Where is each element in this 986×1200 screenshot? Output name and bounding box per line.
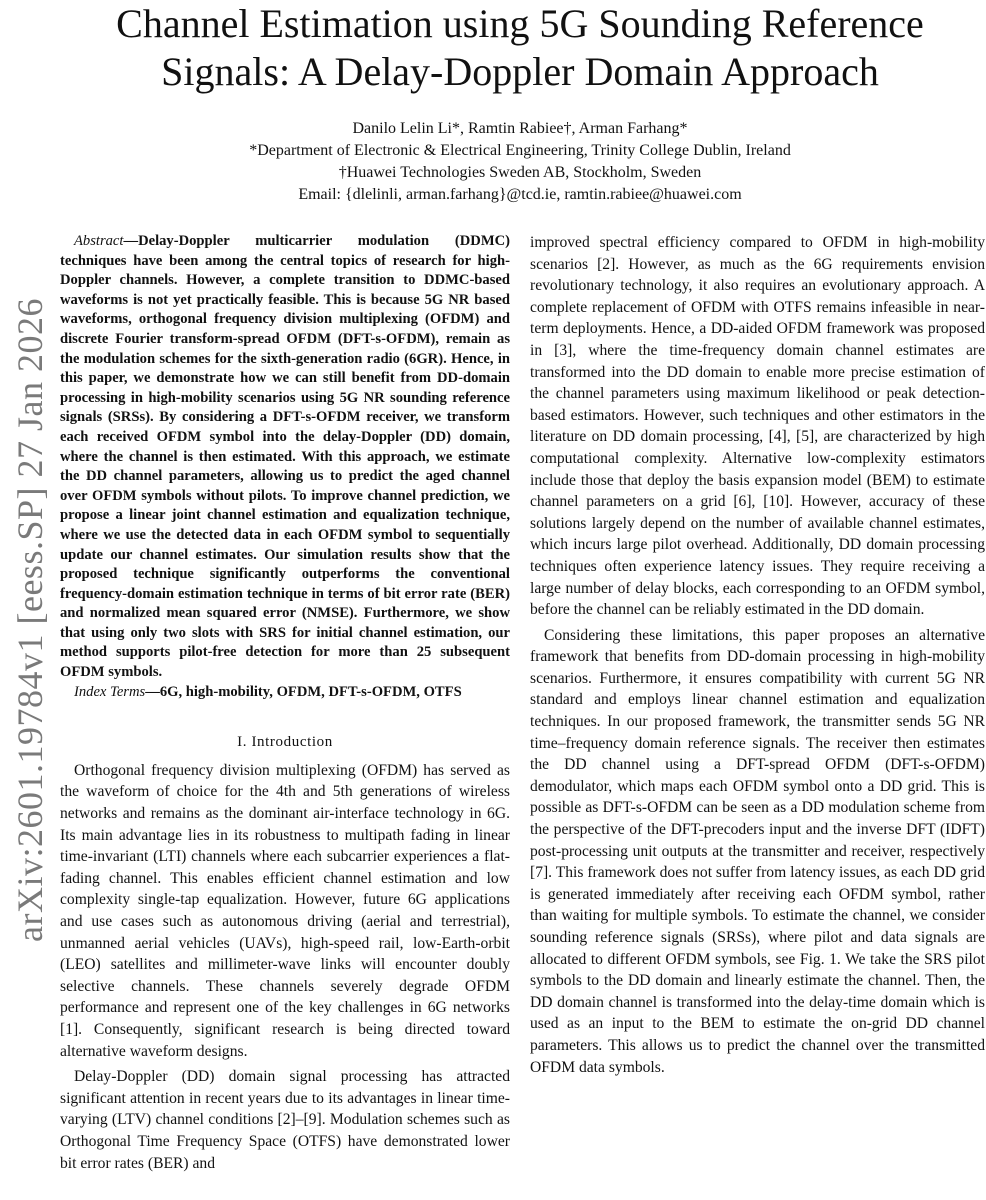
author-names: Danilo Lelin Li*, Ramtin Rabiee†, Arman Farhang* (352, 120, 688, 137)
right-column (530, 232, 985, 1078)
intro-paragraph-1: Orthogonal frequency division multiplexing (OFDM) has served as the waveform of choice for the 4th and 5th generations of wireless networks and remains as the dominant air-interface technology in 6G. Its main advantage lies in its robustness to multipath fading in linear time-invariant (LTI) channels where each subcarrier experiences a flat-fading channel. This enables efficient channel estimation and low complexity single-tap equalization. However, future 6G applications and use cases such as autonomous driving (aerial and terrestrial), unmanned aerial vehicles (UAVs), high-speed rail, low-Earth-orbit (LEO) satellites and millimeter-wave links will encounter doubly selective channels. These channels severely degrade OFDM performance and represent one of the key challenges in 6G networks [1]. Consequently, significant research is being directed toward alternative waveform designs. (60, 761, 510, 1060)
left-column (60, 232, 510, 1174)
index-terms-body: —6G, high-mobility, OFDM, DFT-s-OFDM, OTFS (145, 683, 462, 700)
author-emails: Email: {dlelinli, arman.farhang}@tcd.ie, ramtin.rabiee@huawei.com (298, 186, 742, 203)
index-terms-label: Index Terms (74, 683, 146, 700)
affiliation-huawei: †Huawei Technologies Sweden AB, Stockholm, Sweden (338, 164, 702, 181)
author-block (60, 118, 980, 206)
paper-title: Channel Estimation using 5G Sounding Reference Signals: A Delay-Doppler Domain Approach (116, 1, 924, 94)
affiliation-tcd: *Department of Electronic & Electrical Engineering, Trinity College Dublin, Ireland (249, 142, 791, 159)
abstract (60, 232, 510, 683)
abstract-body: —Delay-Doppler multicarrier modulation (DDMC) techniques have been among the central topics of research for high-Doppler channels. However, a complete transition to DDMC-based waveforms is not yet practically feasible. This is because 5G NR based waveforms, orthogonal frequency division multiplexing (OFDM) and discrete Fourier transform-spread OFDM (DFT-s-OFDM), remain as the modulation schemes for the sixth-generation radio (6GR). Hence, in this paper, we demonstrate how we can still benefit from DD-domain processing in high-mobility scenarios using 5G NR sounding reference signals (SRSs). By considering a DFT-s-OFDM receiver, we transform each received OFDM symbol into the delay-Doppler (DD) domain, where the channel is then estimated. With this approach, we estimate the DD channel parameters, allowing us to predict the aged channel over OFDM symbols without pilots. To improve channel prediction, we propose a linear joint channel estimation and equalization technique, where we use the detected data in each OFDM symbol to sequentially update our channel estimates. Our simulation results show that the proposed technique significantly outperforms the conventional frequency-domain estimation technique in terms of bit error rate (BER) and normalized mean squared error (NMSE). Furthermore, we show that using only two slots with SRS for initial channel estimation, our method supports pilot-free detection for more than 25 subsequent OFDM symbols. (60, 233, 510, 681)
intro-paragraph-2-continued: improved spectral efficiency compared to OFDM in high-mobility scenarios [2]. However, as much as the 6G requirements envision revolutionary technology, it also requires an evolutionary approach. A complete replacement of OFDM with OTFS remains infeasible in near-term deployments. Hence, a DD-aided OFDM framework was proposed in [3], where the time-frequency domain channel estimates are transformed into the DD domain to enable more precise estimation of the channel parameters using maximum likelihood or peak detection-based estimators. However, such techniques and other estimators in the literature on DD domain processing, [4], [5], are characterized by high computational complexity. Alternative low-complexity estimators include those that deploy the basis expansion model (BEM) to estimate channel parameters on a grid [6], [10]. However, accuracy of these solutions largely depend on the number of available channel estimates, which incurs large pilot overhead. Additionally, DD domain processing techniques often experience latency issues. They require receiving a large number of delay blocks, each corresponding to an OFDM symbol, before the channel can be reliably estimated in the DD domain. (530, 234, 985, 619)
intro-paragraph-2: Delay-Doppler (DD) domain signal processing has attracted significant attention in recent years due to its advantages in linear time-varying (LTV) channel conditions [2]–[9]. Modulation schemes such as Orthogonal Time Frequency Space (OTFS) have demonstrated lower bit error rates (BER) and (60, 1068, 510, 1172)
intro-paragraph-3: Considering these limitations, this paper proposes an alternative framework that benefits from DD-domain processing in high-mobility scenarios. Furthermore, it ensures compatibility with current 5G NR standard and employs linear channel estimation and equalization techniques. In our proposed framework, the transmitter sends 5G NR time–frequency domain reference signals. The receiver then estimates the DD channel using a DFT-spread OFDM (DFT-s-OFDM) demodulator, which maps each OFDM symbol onto a DD grid. This is possible as DFT-s-OFDM can be seen as a DD modulation scheme from the perspective of the DFT-precoders input and the inverse DFT (IDFT) post-processing unit outputs at the transmitter and receiver, respectively [7]. This framework does not suffer from latency issues, as each DD grid is generated immediately after receiving each OFDM symbol, rather than waiting for multiple symbols. To estimate the channel, we consider sounding reference signals (SRSs), where pilot and data signals are allocated to different OFDM symbols, see Fig. 1. We take the SRS pilot symbols to the DD domain and linearly estimate the channel. Then, the DD domain channel is transformed into the delay-time domain which is used as an input to the BEM to estimate the on-grid DD channel parameters. This allows us to predict the channel over the transmitted OFDM data symbols. (530, 626, 985, 1076)
section-heading-introduction: I. Introduction (237, 734, 333, 751)
arxiv-stamp (0, 0, 60, 1200)
index-terms (60, 683, 510, 703)
arxiv-identifier: arXiv:2601.19784v1 [eess.SP] 27 Jan 2026 (10, 298, 50, 942)
abstract-label: Abstract (74, 233, 124, 249)
